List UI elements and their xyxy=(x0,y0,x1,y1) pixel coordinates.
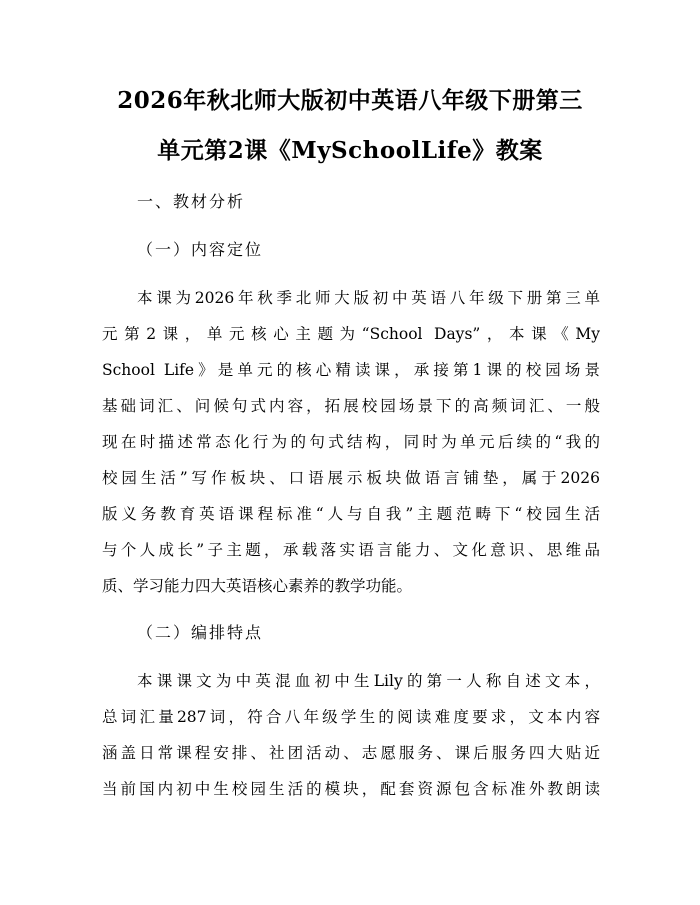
section-heading-teaching-material-analysis: 一、教材分析 xyxy=(137,192,246,211)
paragraph-1-line: 现在时描述常态化行为的句式结构，同时为单元后续的“我的 xyxy=(102,433,600,451)
subsection-heading-layout-features: （二）编排特点 xyxy=(137,623,264,642)
paragraph-2-line: 本课课文为中英混血初中生Lily的第一人称自述文本， xyxy=(137,672,600,690)
paragraph-1-line: 质、学习能力四大英语核心素养的教学功能。 xyxy=(102,577,413,595)
paragraph-1-line: 基础词汇、问候句式内容，拓展校园场景下的高频词汇、一般 xyxy=(102,397,600,415)
document-title-line-2: 单元第2课《MySchoolLife》教案 xyxy=(157,137,543,164)
paragraph-1-line: 元第2课，单元核心主题为“School Days”，本课《My xyxy=(102,325,600,343)
paragraph-1-line: School Life》是单元的核心精读课，承接第1课的校园场景 xyxy=(102,361,600,379)
document-title-line-1: 2026年秋北师大版初中英语八年级下册第三 xyxy=(117,87,583,114)
paragraph-1-line: 版义务教育英语课程标准“人与自我”主题范畴下“校园生活 xyxy=(102,505,600,523)
paragraph-1-line: 校园生活”写作板块、口语展示板块做语言铺垫，属于2026 xyxy=(102,469,600,487)
paragraph-1-line: 本课为2026年秋季北师大版初中英语八年级下册第三单 xyxy=(137,289,600,307)
paragraph-1-line: 与个人成长”子主题，承载落实语言能力、文化意识、思维品 xyxy=(102,541,600,559)
paragraph-2-line: 总词汇量287词，符合八年级学生的阅读难度要求，文本内容 xyxy=(102,708,600,726)
paragraph-2-line: 涵盖日常课程安排、社团活动、志愿服务、课后服务四大贴近 xyxy=(102,744,600,762)
paragraph-2-line: 当前国内初中生校园生活的模块，配套资源包含标准外教朗读 xyxy=(102,780,600,798)
subsection-heading-content-positioning: （一）内容定位 xyxy=(137,240,264,259)
